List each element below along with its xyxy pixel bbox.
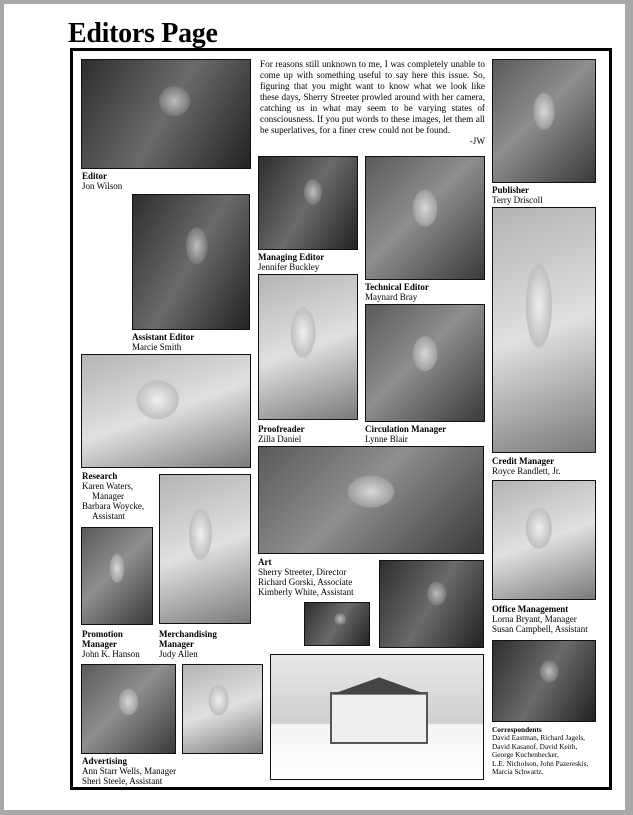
caption-role: Art [258,557,272,567]
caption-role: Proofreader [258,424,305,434]
advertising-assistant-photo [182,664,263,754]
caption-role: Managing Editor [258,252,325,262]
caption-line: Kimberly White, Assistant [258,587,354,597]
caption-merchandising-manager [159,629,239,659]
page-title: Editors Page [68,18,218,49]
caption-name: Terry Driscoll [492,195,543,205]
credit-manager-photo [492,207,596,453]
correspondents-photo [492,640,596,722]
caption-name: Jennifer Buckley [258,262,320,272]
caption-line: Manager [92,491,124,501]
caption-circulation-manager [365,424,446,444]
caption-line: George Kuchenbecker, [492,750,559,760]
caption-line: Barbara Woycke, [82,501,145,511]
caption-line: David Eastman, Richard Jagels, [492,733,586,743]
promotion-manager-photo [81,527,153,625]
dog-photo [304,602,370,646]
caption-assistant-editor [132,332,194,352]
caption-publisher [492,185,543,205]
office-management-photo [492,480,596,600]
caption-line: Sherry Streeter, Director [258,567,347,577]
caption-role: Publisher [492,185,530,195]
caption-role: Office Management [492,604,569,614]
technical-editor-photo [365,156,485,280]
caption-name: Maynard Bray [365,292,418,302]
caption-art [258,557,354,597]
caption-line: David Kasanof, David Keith, [492,741,578,751]
magazine-page [4,4,625,810]
intro-signature: -JW [469,136,485,146]
caption-office-management [492,604,588,634]
caption-name: Zilla Daniel [258,434,302,444]
research-photo [81,354,251,468]
proofreader-photo [258,274,358,420]
caption-research [82,471,144,521]
caption-line: L.E. Nicholson, John Pazereskis, [492,758,589,768]
caption-technical-editor [365,282,429,302]
caption-promotion-manager [82,629,142,659]
caption-advertising [82,756,176,786]
caption-managing-editor [258,252,324,272]
caption-role: Merchandising Manager [159,629,217,649]
caption-proofreader [258,424,305,444]
caption-line: Assistant [92,511,126,521]
caption-name: John K. Hanson [82,649,140,659]
caption-line: Richard Gorski, Associate [258,577,353,587]
art-desk-photo [379,560,484,648]
caption-role: Correspondents [492,725,542,734]
caption-role: Research [82,471,118,481]
caption-role: Promotion Manager [82,629,123,649]
caption-editor [82,171,122,191]
caption-name: Royce Randlett, Jr. [492,466,561,476]
caption-line: Marcia Schwartz. [492,767,544,777]
advertising-manager-photo [81,664,176,754]
caption-line: Sheri Steele, Assistant [82,776,163,786]
caption-role: Circulation Manager [365,424,447,434]
publisher-photo [492,59,596,183]
caption-role: Credit Manager [492,456,555,466]
intro-text: For reasons still unknown to me, I was completely unable to come up with something useful to say here this issue. So, figuring that you might want to know what we look like these days, Sherry Streeter prowled around with her camera, catching us in what may seem to be varying states of consciousness. If you put words to these images, let them all be superlatives, for a finer crew could not be found. [260,59,485,135]
caption-line: Lorna Bryant, Manager [492,614,577,624]
caption-correspondents [492,726,588,776]
intro-paragraph [260,59,485,147]
caption-credit-manager [492,456,561,476]
managing-editor-photo [258,156,358,250]
caption-line: Ann Starr Wells, Manager [82,766,177,776]
art-photo [258,446,484,554]
caption-name: Marcie Smith [132,342,182,352]
caption-name: Lynne Blair [365,434,408,444]
caption-role: Advertising [82,756,127,766]
caption-name: Jon Wilson [82,181,123,191]
caption-line: Karen Waters, [82,481,134,491]
caption-role: Assistant Editor [132,332,195,342]
assistant-editor-photo [132,194,250,330]
caption-line: Susan Campbell, Assistant [492,624,588,634]
editor-photo [81,59,251,169]
house-photo [270,654,484,780]
caption-name: Judy Allen [159,649,198,659]
caption-role: Editor [82,171,108,181]
circulation-manager-photo [365,304,485,422]
merchandising-manager-photo [159,474,251,624]
caption-role: Technical Editor [365,282,429,292]
